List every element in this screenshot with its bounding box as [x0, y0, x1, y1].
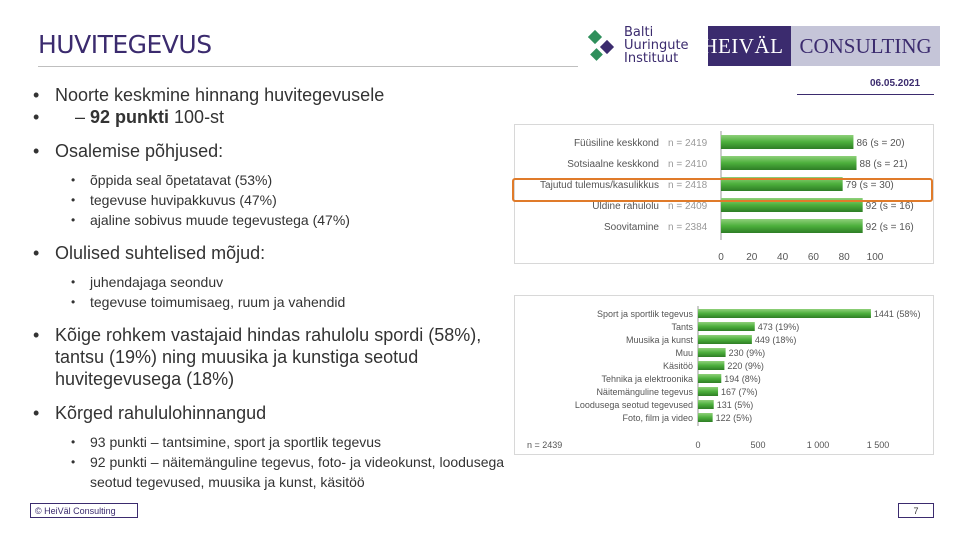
chart1-value-label: 88 (s = 21): [859, 159, 908, 170]
chart2-value-label: 230 (9%): [728, 348, 766, 358]
bullet-effect-1: • juhendajaga seonduv: [33, 272, 513, 292]
bui-logo-line-2: Uuringute: [624, 38, 689, 53]
chart2-value-label: 220 (9%): [727, 361, 764, 371]
highlight-frame: [512, 178, 933, 202]
activity-chart: [514, 295, 934, 455]
chart2-category-label: Tehnika ja elektroonika: [601, 374, 693, 384]
bullet-reason-2: • tegevuse huvipakkuvus (47%): [33, 190, 513, 210]
bui-logo-line-1: Balti: [624, 25, 654, 40]
chart1-n-label: n = 2419: [668, 138, 708, 149]
bullet-rating-rest: 100-st: [169, 107, 225, 127]
chart1-n-label: n = 2384: [668, 222, 708, 233]
bullet-high-1-rest: – tantsimine, sport ja sportlik tegevus: [146, 434, 382, 450]
chart1-tick-label: 100: [866, 252, 884, 263]
chart2-value-label: 1441 (58%): [873, 309, 921, 319]
chart2-bar: [698, 374, 721, 383]
bullet-reason-3: • ajaline sobivus muude tegevustega (47%): [33, 210, 513, 230]
chart2-bar: [698, 335, 752, 344]
chart2-tick-label: 1 000: [806, 440, 830, 450]
chart2-bar: [698, 387, 718, 396]
activity-chart-svg: [515, 296, 933, 454]
chart2-bar: [698, 361, 724, 370]
bullet-effects-head: • Olulised suhtelised mõjud:: [33, 242, 513, 264]
bullet-rating-bold: 92 punkti: [90, 107, 170, 127]
chart2-value-label: 122 (5%): [715, 413, 753, 423]
chart1-value-label: 92 (s = 16): [865, 201, 914, 212]
chart2-category-label: Loodusega seotud tegevused: [574, 400, 693, 410]
chart2-category-label: Muusika ja kunst: [625, 335, 693, 345]
bullet-most-rated: • Kõige rohkem vastajaid hindas rahulolu spordi (58%), tantsu (19%) ning muusika ja kunstiga seotud huvitegevusega (18%): [33, 324, 513, 390]
bullet-list: [33, 84, 513, 492]
bullet-high-1: [33, 432, 513, 452]
bui-logo-line-3: Instituut: [624, 51, 679, 66]
chart1-bar: [721, 135, 853, 149]
chart1-tick-label: 80: [838, 252, 850, 263]
chart2-bar: [698, 309, 871, 318]
bui-logo: [588, 26, 708, 66]
chart2-bar: [698, 322, 755, 331]
chart2-tick-label: 0: [695, 440, 701, 450]
chart1-n-label: n = 2418: [668, 180, 708, 191]
chart1-category-label: Sotsiaalne keskkond: [567, 159, 659, 170]
page-title: HUVITEGEVUS: [38, 30, 212, 59]
chart1-tick-label: 40: [777, 252, 789, 263]
bullet-high-1-bold: 93 punkti: [90, 434, 147, 450]
chart1-category-label: Üldine rahulolu: [592, 201, 659, 212]
chart2-tick-label: 500: [750, 440, 766, 450]
chart1-value-label: 86 (s = 20): [856, 138, 905, 149]
copyright-footer: © HeiVäl Consulting: [30, 503, 138, 518]
chart1-category-label: Soovitamine: [603, 222, 659, 233]
bullet-rating: [33, 84, 513, 106]
chart2-category-label: Muu: [675, 348, 693, 358]
bullet-high-2-rest: – näitemänguline tegevus, foto- ja videokunst, loodusega seotud tegevused, muusika ja kunst, käsitöö: [90, 454, 505, 490]
chart1-tick-label: 60: [807, 252, 819, 263]
chart1-tick-label: 20: [746, 252, 758, 263]
chart2-bar: [698, 413, 713, 422]
bullet-rating-line1: Noorte keskmine hinnang huvitegevusele: [55, 85, 385, 105]
chart2-n-label: n = 2439: [527, 440, 563, 450]
chart2-value-label: 131 (5%): [716, 400, 754, 410]
chart2-category-label: Sport ja sportlik tegevus: [596, 309, 693, 319]
chart2-bar: [698, 400, 714, 409]
bullet-reason-1: • õppida seal õpetatavat (53%): [33, 170, 513, 190]
chart1-n-label: n = 2409: [668, 201, 708, 212]
heival-logo: [702, 26, 934, 66]
chart2-bar: [698, 348, 726, 357]
chart2-category-label: Foto, film ja video: [622, 413, 693, 423]
title-divider: [38, 66, 578, 67]
bullet-high-2-bold: 92 punkti: [90, 454, 147, 470]
slide-date: 06.05.2021: [870, 78, 921, 89]
chart2-tick-label: 1 500: [866, 440, 890, 450]
bullet-high-ratings-head: • Kõrged rahululohinnangud: [33, 402, 513, 424]
bullet-rating-dash: –: [75, 107, 91, 127]
chart1-category-label: Füüsiline keskkond: [573, 138, 659, 149]
chart1-category-label: Tajutud tulemus/kasulikkus: [540, 180, 659, 191]
page-number: 7: [898, 503, 934, 518]
heival-logo-consulting: CONSULTING: [791, 26, 939, 66]
chart2-category-label: Tants: [671, 322, 693, 332]
chart1-value-label: 79 (s = 30): [845, 180, 894, 191]
chart2-value-label: 449 (18%): [754, 335, 797, 345]
bullet-effect-2: • tegevuse toimumisaeg, ruum ja vahendid: [33, 292, 513, 312]
chart1-bar: [721, 156, 857, 170]
chart1-bar: [721, 219, 863, 233]
chart1-tick-label: 0: [718, 252, 724, 263]
heival-logo-name: HEIVÄL: [702, 33, 784, 58]
chart1-value-label: 92 (s = 16): [865, 222, 914, 233]
bui-logo-mark-icon: [588, 28, 618, 64]
bullet-rating-line2: [33, 106, 513, 128]
chart2-value-label: 194 (8%): [724, 374, 761, 384]
chart1-n-label: n = 2410: [668, 159, 708, 170]
chart2-value-label: 473 (19%): [757, 322, 800, 332]
date-divider: [797, 94, 934, 95]
chart2-value-label: 167 (7%): [721, 387, 758, 397]
chart2-category-label: Käsitöö: [662, 361, 693, 371]
bullet-reasons-head: • Osalemise põhjused:: [33, 140, 513, 162]
bullet-high-2: [33, 452, 513, 492]
chart2-category-label: Näitemänguline tegevus: [596, 387, 693, 397]
